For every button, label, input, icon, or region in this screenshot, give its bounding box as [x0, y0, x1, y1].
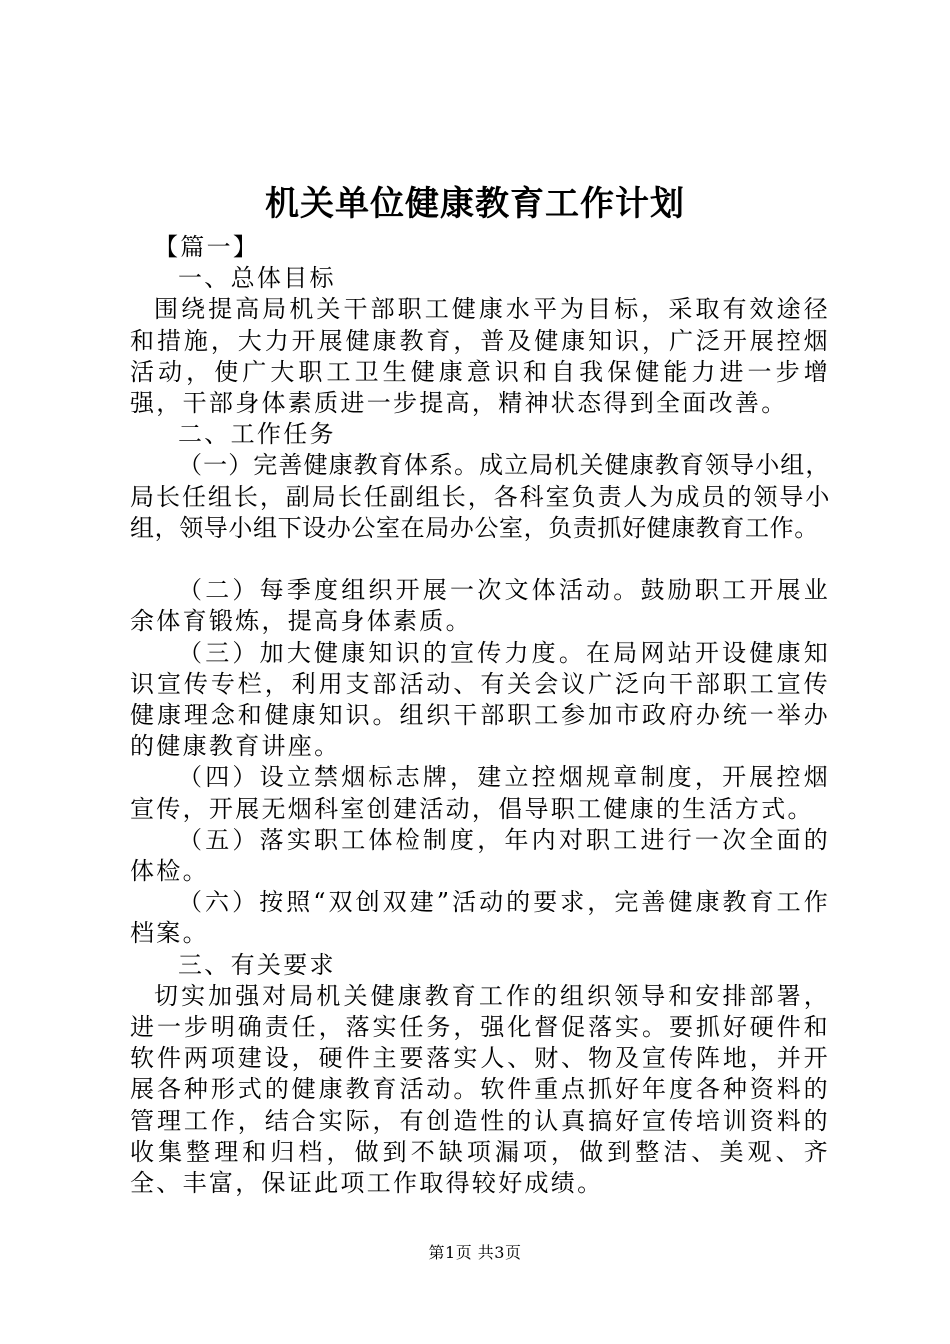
heading-requirements: 三、有关要求 — [178, 950, 336, 979]
task-item-5: （五）落实职工体检制度，年内对职工进行一次全面的体检。 — [130, 825, 830, 886]
section-label: 【篇一】 — [154, 233, 260, 261]
task-item-2: （二）每季度组织开展一次文体活动。鼓励职工开展业余体育锻炼，提高身体素质。 — [130, 576, 830, 636]
paragraph-requirements: 切实加强对局机关健康教育工作的组织领导和安排部署，进一步明确责任，落实任务，强化督促落实。要抓好硬件和软件两项建设，硬件主要落实人、财、物及宣传阵地，并开展各种形式的健康教育活动。软件重点抓好年度各种资料的管理工作，结合实际，有创造性的认真搞好宣传培训资料的收集整理和归档，做到不缺项漏项，做到整洁、美观、齐全、丰富，保证此项工作取得较好成绩。 — [130, 981, 830, 1198]
task-item-6: （六）按照“双创双建”活动的要求，完善健康教育工作档案。 — [130, 888, 830, 948]
document-body — [130, 232, 830, 1199]
page-footer: 第1页 共3页 — [428, 1243, 522, 1262]
task-item-1: （一）完善健康教育体系。成立局机关健康教育领导小组，局长任组长，副局长任副组长，各科室负责人为成员的领导小组，领导小组下设办公室在局办公室，负责抓好健康教育工作。 — [130, 451, 830, 542]
heading-work-tasks: 二、工作任务 — [178, 420, 336, 449]
document-title: 机关单位健康教育工作计划 — [265, 184, 685, 224]
task-item-4: （四）设立禁烟标志牌，建立控烟规章制度，开展控烟宣传，开展无烟科室创建活动，倡导职工健康的生活方式。 — [130, 763, 830, 823]
heading-overall-goal: 一、总体目标 — [178, 264, 336, 293]
task-item-3: （三）加大健康知识的宣传力度。在局网站开设健康知识宣传专栏，利用支部活动、有关会议广泛向干部职工宣传健康理念和健康知识。组织干部职工参加市政府办统一举办的健康教育讲座。 — [130, 638, 830, 761]
paragraph-spacer — [130, 544, 830, 575]
paragraph-overall-goal: 围绕提高局机关干部职工健康水平为目标，采取有效途径和措施，大力开展健康教育，普及健康知识，广泛开展控烟活动，使广大职工卫生健康意识和自我保健能力进一步增强，干部身体素质进一步提高，精神状态得到全面改善。 — [130, 295, 830, 418]
